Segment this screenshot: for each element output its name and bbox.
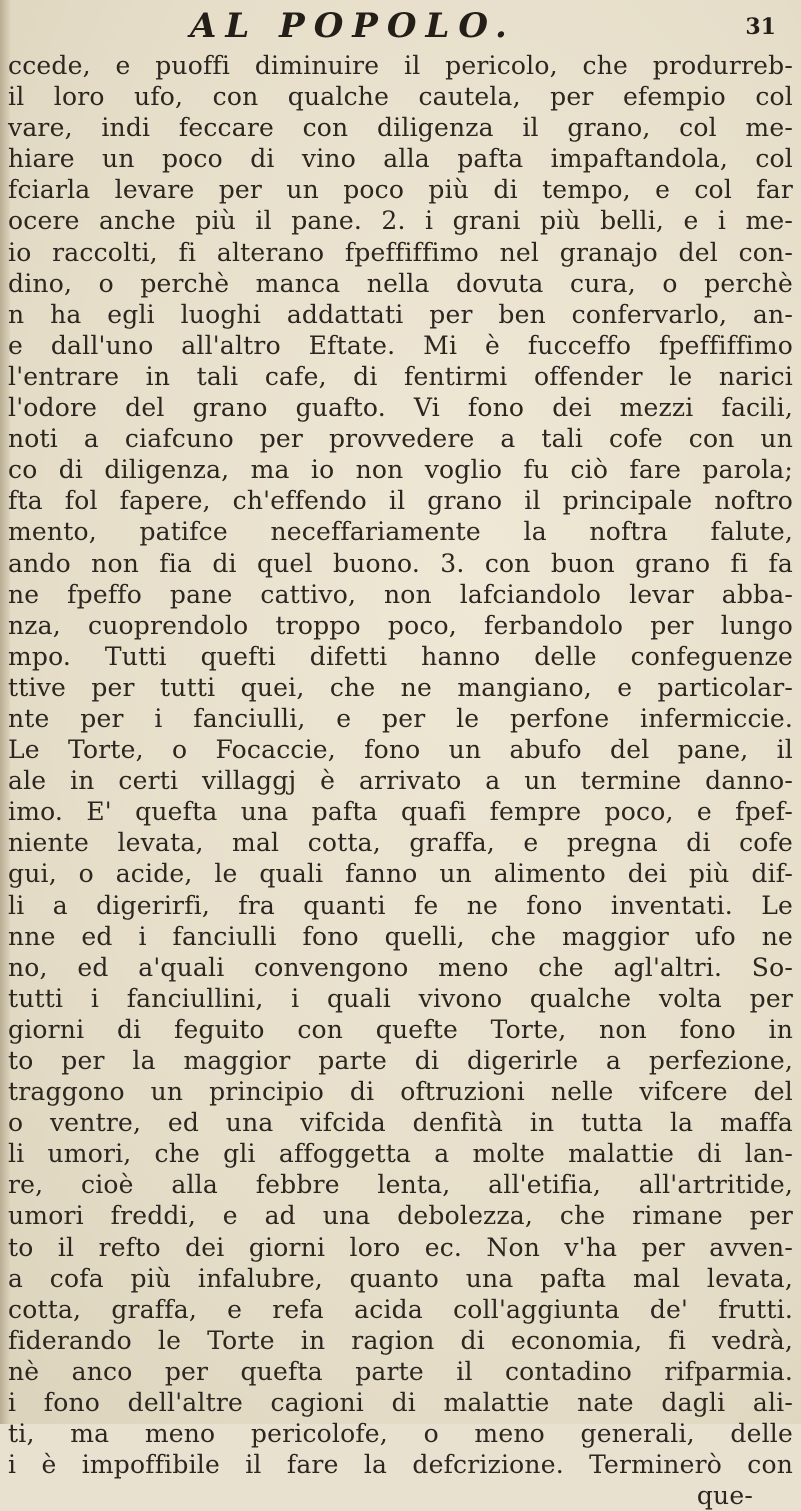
text-line: e dall'uno all'altro Eftate. Mi è fucceffo fpeffiffimo bbox=[8, 330, 793, 360]
text-line: to il refto dei giorni loro ec. Non v'ha per avven- bbox=[8, 1232, 793, 1262]
text-line: to per la maggior parte di digerirle a perfezione, bbox=[8, 1046, 793, 1075]
text-line: nte per i fanciulli, e per le perfone infermiccie. bbox=[8, 703, 793, 733]
text-line: il loro ufo, con qualche cautela, per efempio col bbox=[8, 82, 793, 112]
text-line: n ha egli luoghi addattati per ben confervarlo, an- bbox=[8, 299, 793, 329]
text-line: o ventre, ed una vifcida denfità in tutta la maffa bbox=[8, 1108, 793, 1138]
text-line: traggono un principio di oftruzioni nelle vifcere del bbox=[8, 1077, 793, 1107]
text-line: no, ed a'quali convengono meno che agl'altri. So- bbox=[8, 952, 793, 982]
text-line: nne ed i fanciulli fono quelli, che maggior ufo ne bbox=[8, 921, 793, 951]
text-line: fciarla levare per un poco più di tempo, e col far bbox=[8, 175, 793, 205]
text-line: hiare un poco di vino alla pafta impaftandola, col bbox=[8, 144, 793, 174]
text-line: nza, cuoprendolo troppo poco, ferbandolo per lungo bbox=[8, 610, 793, 640]
text-line: nè anco per quefta parte il contadino rifparmia. bbox=[8, 1356, 793, 1386]
text-line: dino, o perchè manca nella dovuta cura, o perchè bbox=[8, 268, 793, 298]
text-line: li a digerirfi, fra quanti fe ne fono inventati. Le bbox=[8, 890, 793, 920]
text-line: ttive per tutti quei, che ne mangiano, e particolar- bbox=[8, 672, 793, 702]
text-line: mento, patifce neceffariamente la noftra falute, bbox=[8, 517, 793, 547]
text-line: niente levata, mal cotta, graffa, e pregna di cofe bbox=[8, 828, 793, 858]
text-line: ti, ma meno pericolofe, o meno generali, delle bbox=[8, 1419, 793, 1449]
text-line: Le Torte, o Focaccie, fono un abufo del pane, il bbox=[8, 735, 793, 765]
text-line: io raccolti, fi alterano fpeffiffimo nel granajo del con- bbox=[8, 237, 793, 267]
text-line: a cofa più infalubre, quanto una pafta mal levata, bbox=[8, 1263, 793, 1293]
text-line: mpo. Tutti quefti difetti hanno delle confeguenze bbox=[8, 641, 793, 671]
text-line: ocere anche più il pane. 2. i grani più belli, e i me- bbox=[8, 206, 793, 236]
text-line: i fono dell'altre cagioni di malattie nate dagli ali- bbox=[8, 1388, 793, 1418]
text-line: ccede, e puoffi diminuire il pericolo, che produrreb- bbox=[8, 51, 793, 80]
page-header bbox=[0, 6, 801, 46]
text-line: re, cioè alla febbre lenta, all'etifia, all'artritide, bbox=[8, 1170, 793, 1200]
page-number: 31 bbox=[745, 14, 776, 40]
text-line: vare, indi feccare con diligenza il grano, col me- bbox=[8, 113, 793, 143]
text-line: gui, o acide, le quali fanno un alimento dei più dif- bbox=[8, 859, 793, 889]
text-line: giorni di feguito con quefte Torte, non fono in bbox=[8, 1014, 793, 1044]
text-line: l'entrare in tali cafe, di fentirmi offender le narici bbox=[8, 361, 793, 391]
text-line: que- bbox=[696, 1481, 753, 1511]
text-line: ale in certi villaggj è arrivato a un termine danno- bbox=[8, 766, 793, 796]
text-line: i è impoffibile il fare la defcrizione. Terminerò con bbox=[8, 1450, 793, 1480]
text-line: ne fpeffo pane cattivo, non lafciandolo levar abba- bbox=[8, 579, 793, 609]
text-line: tutti i fanciullini, i quali vivono qualche volta per bbox=[8, 983, 793, 1013]
running-title: AL POPOLO. bbox=[190, 6, 516, 46]
body-text bbox=[8, 50, 793, 1511]
text-line: cotta, graffa, e refa acida coll'aggiunta de' frutti. bbox=[8, 1294, 793, 1324]
text-line: li umori, che gli affoggetta a molte malattie di lan- bbox=[8, 1139, 793, 1169]
text-line: ando non fia di quel buono. 3. con buon grano fi fa bbox=[8, 548, 793, 578]
text-line: imo. E' quefta una pafta quafi fempre poco, e fpef- bbox=[8, 797, 793, 827]
text-line: noti a ciafcuno per provvedere a tali cofe con un bbox=[8, 424, 793, 454]
text-line: umori freddi, e ad una debolezza, che rimane per bbox=[8, 1201, 793, 1231]
text-line: fta fol fapere, ch'effendo il grano il principale noftro bbox=[8, 486, 793, 516]
text-line: co di diligenza, ma io non voglio fu ciò fare parola; bbox=[8, 455, 793, 485]
text-line: fiderando le Torte in ragion di economia, fi vedrà, bbox=[8, 1325, 793, 1355]
text-line: l'odore del grano guafto. Vi fono dei mezzi facili, bbox=[8, 393, 793, 423]
